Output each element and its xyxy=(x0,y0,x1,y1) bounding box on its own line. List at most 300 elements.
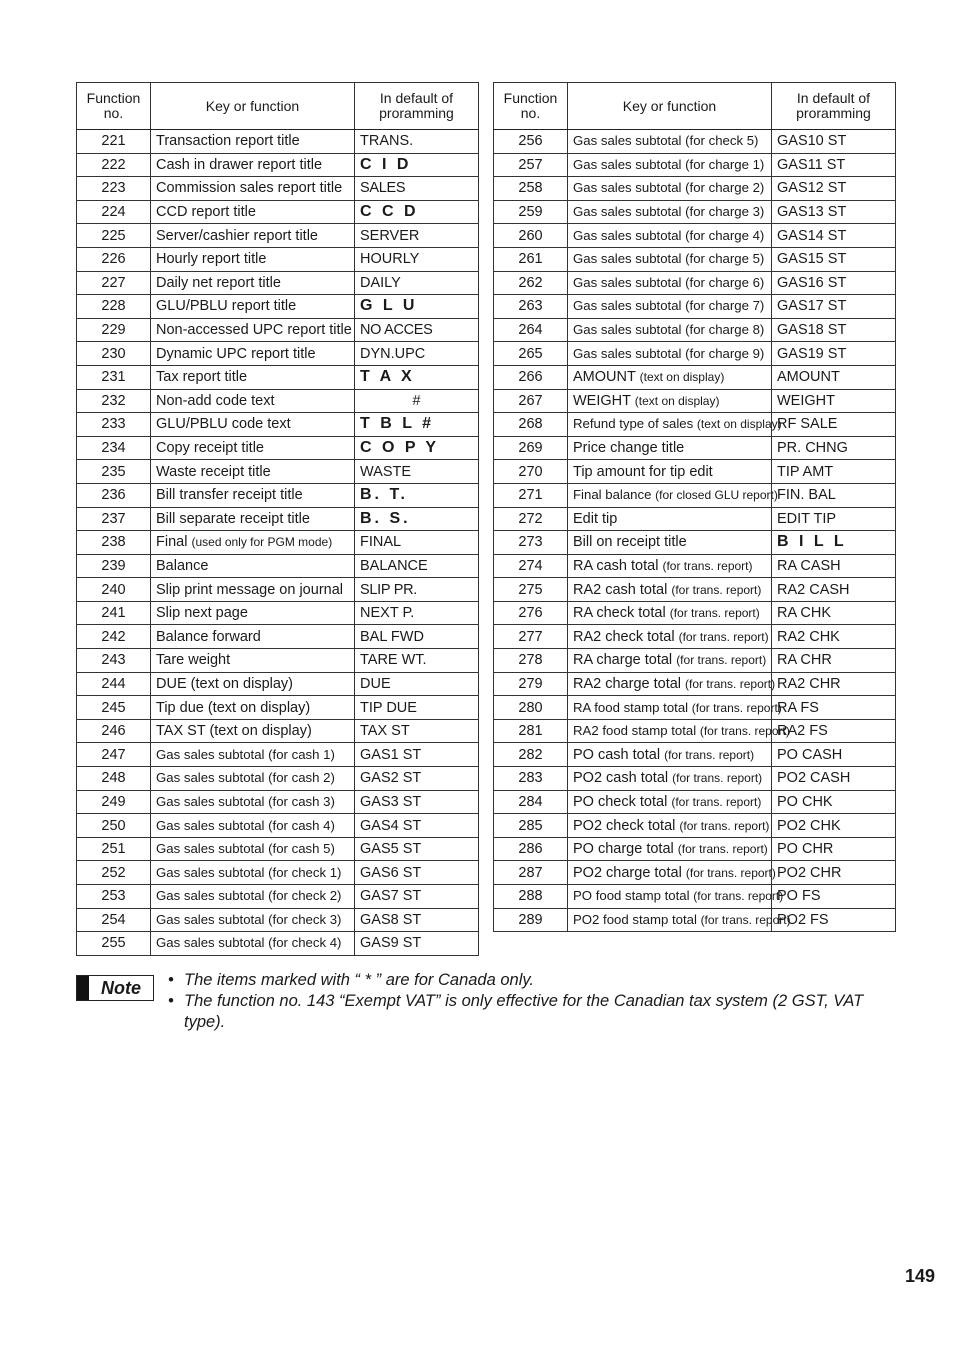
table-row xyxy=(77,625,479,649)
default-value-cell: RA2 FS xyxy=(772,719,896,743)
key-or-function-cell xyxy=(568,271,772,295)
key-text: PO2 check total xyxy=(573,817,676,834)
key-text: RA check total xyxy=(573,605,666,622)
function-no-cell: 267 xyxy=(494,389,568,413)
default-value-cell: B. T. xyxy=(355,483,479,507)
function-no-cell: 228 xyxy=(77,295,151,319)
function-no-cell: 248 xyxy=(77,767,151,791)
function-no-cell: 246 xyxy=(77,719,151,743)
key-or-function-cell xyxy=(568,365,772,389)
key-or-function-cell xyxy=(568,578,772,602)
key-text: Gas sales subtotal (for charge 7) xyxy=(573,298,765,314)
table-row xyxy=(77,932,479,956)
function-no-cell: 223 xyxy=(77,177,151,201)
table-row xyxy=(77,200,479,224)
table-row xyxy=(77,554,479,578)
key-text: Gas sales subtotal (for charge 1) xyxy=(573,156,765,172)
default-value-cell: C O P Y xyxy=(355,436,479,460)
default-value-cell: PO2 CASH xyxy=(772,767,896,791)
table-row xyxy=(77,814,479,838)
key-or-function-cell xyxy=(151,436,355,460)
key-subnote: (for trans. report) xyxy=(671,794,762,809)
function-no-cell: 274 xyxy=(494,554,568,578)
default-value-cell: GAS15 ST xyxy=(772,247,896,271)
key-text: Gas sales subtotal (for cash 3) xyxy=(156,793,335,809)
key-text: Waste receipt title xyxy=(156,463,271,480)
default-value-cell: B. S. xyxy=(355,507,479,531)
key-or-function-cell xyxy=(568,554,772,578)
key-text: PO2 charge total xyxy=(573,864,682,881)
key-text: AMOUNT xyxy=(573,369,636,386)
table-row xyxy=(494,130,896,154)
table-row xyxy=(494,507,896,531)
table-row xyxy=(494,719,896,743)
key-subnote: (for trans. report) xyxy=(676,653,767,668)
key-text: Gas sales subtotal (for charge 5) xyxy=(573,251,765,267)
key-or-function-cell xyxy=(151,271,355,295)
key-text: Edit tip xyxy=(573,510,618,527)
table-row xyxy=(77,790,479,814)
key-or-function-cell xyxy=(151,389,355,413)
table-row xyxy=(77,908,479,932)
function-no-cell: 241 xyxy=(77,601,151,625)
table-row xyxy=(494,389,896,413)
key-text: DUE (text on display) xyxy=(156,675,293,692)
default-value-cell: C I D xyxy=(355,153,479,177)
function-no-cell: 279 xyxy=(494,672,568,696)
default-value-cell: GAS3 ST xyxy=(355,790,479,814)
function-no-cell: 256 xyxy=(494,130,568,154)
default-value-cell: PO2 CHR xyxy=(772,861,896,885)
key-text: Gas sales subtotal (for charge 8) xyxy=(573,322,765,338)
default-value-cell: PO CASH xyxy=(772,743,896,767)
function-no-cell: 227 xyxy=(77,271,151,295)
function-no-cell: 247 xyxy=(77,743,151,767)
default-value-cell: TRANS. xyxy=(355,130,479,154)
default-value-cell: NO ACCES xyxy=(355,318,479,342)
key-or-function-cell xyxy=(568,672,776,696)
table-row xyxy=(494,342,896,366)
key-text: GLU/PBLU report title xyxy=(156,298,297,315)
function-no-cell: 266 xyxy=(494,365,568,389)
function-no-cell: 263 xyxy=(494,295,568,319)
function-no-cell: 245 xyxy=(77,696,151,720)
default-value-cell: GAS12 ST xyxy=(772,177,896,201)
function-no-cell: 244 xyxy=(77,672,151,696)
key-text: Tare weight xyxy=(156,652,231,669)
function-no-cell: 251 xyxy=(77,837,151,861)
table-row xyxy=(494,554,896,578)
function-no-cell: 225 xyxy=(77,224,151,248)
default-value-cell: T A X xyxy=(355,365,479,389)
key-or-function-cell xyxy=(151,483,355,507)
key-text: RA2 cash total xyxy=(573,581,668,598)
default-value-cell: T B L # xyxy=(355,413,479,437)
function-no-cell: 252 xyxy=(77,861,151,885)
key-text: Balance forward xyxy=(156,628,261,645)
table-row xyxy=(77,649,479,673)
key-or-function-cell xyxy=(151,672,355,696)
header-function-no: Function no. xyxy=(494,83,568,130)
table-row xyxy=(494,153,896,177)
function-no-cell: 260 xyxy=(494,224,568,248)
key-or-function-cell xyxy=(568,436,772,460)
function-no-cell: 277 xyxy=(494,625,568,649)
key-text: Gas sales subtotal (for charge 2) xyxy=(573,180,765,196)
key-text: Gas sales subtotal (for charge 4) xyxy=(573,227,765,243)
table-row xyxy=(77,601,479,625)
table-row xyxy=(77,696,479,720)
table-row xyxy=(494,318,896,342)
function-no-cell: 222 xyxy=(77,153,151,177)
function-no-cell: 221 xyxy=(77,130,151,154)
table-row xyxy=(494,767,896,791)
function-table-right xyxy=(493,82,896,932)
key-subnote: (for trans. report) xyxy=(662,558,753,573)
key-text: Copy receipt title xyxy=(156,440,264,457)
default-value-cell: # xyxy=(355,389,479,413)
default-value-cell: GAS18 ST xyxy=(772,318,896,342)
table-row xyxy=(77,247,479,271)
function-no-cell: 233 xyxy=(77,413,151,437)
key-subnote: (for trans. report) xyxy=(664,747,755,762)
key-text: Server/cashier report title xyxy=(156,227,318,244)
key-or-function-cell xyxy=(151,649,355,673)
key-subnote: (for trans. report) xyxy=(699,724,790,739)
key-text: Daily net report title xyxy=(156,274,281,291)
function-no-cell: 229 xyxy=(77,318,151,342)
key-or-function-cell xyxy=(151,507,355,531)
function-no-cell: 243 xyxy=(77,649,151,673)
table-row xyxy=(494,696,896,720)
table-row xyxy=(77,295,479,319)
default-value-cell: WEIGHT xyxy=(772,389,896,413)
key-or-function-cell xyxy=(151,531,355,555)
header-default: In default of proramming xyxy=(772,83,896,130)
key-or-function-cell xyxy=(568,153,772,177)
table-row xyxy=(77,177,479,201)
table-row xyxy=(494,177,896,201)
key-or-function-cell xyxy=(151,295,355,319)
note-list xyxy=(168,970,888,1033)
header-default: In default of proramming xyxy=(355,83,479,130)
table-row xyxy=(494,908,896,932)
table-row xyxy=(494,861,896,885)
key-text: Commission sales report title xyxy=(156,180,343,197)
table-row xyxy=(494,625,896,649)
key-or-function-cell xyxy=(568,460,772,484)
default-value-cell: RA2 CHK xyxy=(772,625,896,649)
function-no-cell: 257 xyxy=(494,153,568,177)
key-or-function-cell xyxy=(151,247,355,271)
key-text: RA2 charge total xyxy=(573,675,682,692)
key-text: PO cash total xyxy=(573,746,661,763)
table-row xyxy=(77,483,479,507)
table-row xyxy=(77,743,479,767)
key-text: Slip next page xyxy=(156,605,248,622)
function-no-cell: 231 xyxy=(77,365,151,389)
function-no-cell: 281 xyxy=(494,719,568,743)
default-value-cell: GAS8 ST xyxy=(355,908,479,932)
key-text: Non-accessed UPC report title xyxy=(156,322,352,339)
table-header-row xyxy=(494,83,896,130)
default-value-cell: TARE WT. xyxy=(355,649,479,673)
function-no-cell: 273 xyxy=(494,531,568,555)
default-value-cell: FINAL xyxy=(355,531,479,555)
function-no-cell: 268 xyxy=(494,413,568,437)
key-or-function-cell xyxy=(151,837,355,861)
key-or-function-cell xyxy=(151,719,355,743)
function-no-cell: 272 xyxy=(494,507,568,531)
function-no-cell: 284 xyxy=(494,790,568,814)
table-row xyxy=(494,413,896,437)
key-text: Gas sales subtotal (for check 1) xyxy=(156,864,342,880)
header-key-or-function: Key or function xyxy=(568,83,772,130)
default-value-cell: GAS4 ST xyxy=(355,814,479,838)
default-value-cell: SLIP PR. xyxy=(355,578,479,602)
key-text: Non-add code text xyxy=(156,392,275,409)
default-value-cell: PO CHR xyxy=(772,837,896,861)
default-value-cell: GAS11 ST xyxy=(772,153,896,177)
table-header-row xyxy=(77,83,479,130)
key-text: PO check total xyxy=(573,793,668,810)
table-row xyxy=(77,413,479,437)
key-or-function-cell xyxy=(151,200,355,224)
function-no-cell: 235 xyxy=(77,460,151,484)
key-or-function-cell xyxy=(568,601,772,625)
key-text: Gas sales subtotal (for cash 5) xyxy=(156,841,335,857)
key-or-function-cell xyxy=(151,885,355,909)
note-text: The items marked with “ * ” are for Canada only. xyxy=(184,971,534,989)
table-row xyxy=(494,483,896,507)
key-or-function-cell xyxy=(568,318,772,342)
default-value-cell: GAS13 ST xyxy=(772,200,896,224)
table-row xyxy=(77,130,479,154)
default-value-cell: GAS6 ST xyxy=(355,861,479,885)
key-subnote: (for trans. report) xyxy=(669,606,760,621)
table-row xyxy=(494,224,896,248)
key-text: Gas sales subtotal (for check 5) xyxy=(573,133,759,149)
table-row xyxy=(77,318,479,342)
key-subnote: (for trans. report) xyxy=(677,842,768,857)
key-or-function-cell xyxy=(568,483,778,507)
default-value-cell: BALANCE xyxy=(355,554,479,578)
function-no-cell: 275 xyxy=(494,578,568,602)
table-row xyxy=(77,153,479,177)
table-row xyxy=(77,460,479,484)
key-subnote: (for trans. report) xyxy=(678,629,769,644)
key-or-function-cell xyxy=(568,389,772,413)
table-row xyxy=(494,295,896,319)
key-text: Bill transfer receipt title xyxy=(156,487,303,504)
key-text: Balance xyxy=(156,557,209,574)
default-value-cell: PO2 FS xyxy=(772,908,896,932)
function-no-cell: 238 xyxy=(77,531,151,555)
default-value-cell: GAS19 ST xyxy=(772,342,896,366)
table-row xyxy=(494,837,896,861)
table-row xyxy=(494,247,896,271)
function-no-cell: 285 xyxy=(494,814,568,838)
key-text: Gas sales subtotal (for check 2) xyxy=(156,888,342,904)
key-text: RA food stamp total xyxy=(573,699,689,715)
note-item xyxy=(168,991,888,1033)
default-value-cell: RA FS xyxy=(772,696,896,720)
key-or-function-cell xyxy=(568,247,772,271)
key-text: Refund type of sales xyxy=(573,416,694,432)
key-text: Bill separate receipt title xyxy=(156,510,310,527)
function-no-cell: 270 xyxy=(494,460,568,484)
key-or-function-cell xyxy=(568,767,772,791)
key-or-function-cell xyxy=(568,295,772,319)
function-no-cell: 237 xyxy=(77,507,151,531)
default-value-cell: FIN. BAL xyxy=(772,483,896,507)
default-value-cell: GAS17 ST xyxy=(772,295,896,319)
default-value-cell: GAS16 ST xyxy=(772,271,896,295)
default-value-cell: EDIT TIP xyxy=(772,507,896,531)
function-no-cell: 226 xyxy=(77,247,151,271)
key-or-function-cell xyxy=(151,554,355,578)
table-row xyxy=(494,365,896,389)
key-or-function-cell xyxy=(151,413,355,437)
key-or-function-cell xyxy=(151,365,355,389)
function-no-cell: 258 xyxy=(494,177,568,201)
table-row xyxy=(77,767,479,791)
table-row xyxy=(77,531,479,555)
function-no-cell: 250 xyxy=(77,814,151,838)
table-row xyxy=(494,578,896,602)
key-or-function-cell xyxy=(568,342,772,366)
table-row xyxy=(494,460,896,484)
key-or-function-cell xyxy=(568,790,772,814)
default-value-cell: RA CHR xyxy=(772,649,896,673)
function-no-cell: 253 xyxy=(77,885,151,909)
default-value-cell: DUE xyxy=(355,672,479,696)
key-text: RA2 food stamp total xyxy=(573,723,697,739)
table-row xyxy=(494,814,896,838)
key-text: CCD report title xyxy=(156,204,256,221)
default-value-cell: DAILY xyxy=(355,271,479,295)
key-subnote: (for trans. report) xyxy=(693,889,784,904)
key-subnote: (for trans. report) xyxy=(672,771,763,786)
key-text: PO2 food stamp total xyxy=(573,911,697,927)
key-or-function-cell xyxy=(151,908,355,932)
function-no-cell: 259 xyxy=(494,200,568,224)
key-or-function-cell xyxy=(568,224,772,248)
key-or-function-cell xyxy=(568,861,776,885)
table-row xyxy=(494,436,896,460)
function-table-left xyxy=(76,82,479,956)
function-no-cell: 254 xyxy=(77,908,151,932)
default-value-cell: RF SALE xyxy=(772,413,896,437)
key-or-function-cell xyxy=(568,531,772,555)
function-no-cell: 287 xyxy=(494,861,568,885)
key-or-function-cell xyxy=(151,153,355,177)
function-no-cell: 261 xyxy=(494,247,568,271)
key-text: TAX ST (text on display) xyxy=(156,723,312,740)
table-row xyxy=(77,365,479,389)
key-subnote: (text on display) xyxy=(696,417,782,432)
key-text: Gas sales subtotal (for cash 2) xyxy=(156,770,335,786)
function-no-cell: 271 xyxy=(494,483,568,507)
function-no-cell: 262 xyxy=(494,271,568,295)
key-subnote: (for trans. report) xyxy=(691,700,782,715)
key-or-function-cell xyxy=(568,177,772,201)
key-subnote: (text on display) xyxy=(639,370,725,385)
key-text: Final balance xyxy=(573,487,652,503)
default-value-cell: TIP DUE xyxy=(355,696,479,720)
function-no-cell: 269 xyxy=(494,436,568,460)
function-no-cell: 276 xyxy=(494,601,568,625)
key-or-function-cell xyxy=(151,224,355,248)
key-text: Price change title xyxy=(573,440,685,457)
header-key-or-function: Key or function xyxy=(151,83,355,130)
key-or-function-cell xyxy=(151,861,355,885)
function-no-cell: 224 xyxy=(77,200,151,224)
function-no-cell: 289 xyxy=(494,908,568,932)
table-row xyxy=(494,200,896,224)
default-value-cell: GAS9 ST xyxy=(355,932,479,956)
key-or-function-cell xyxy=(568,625,772,649)
note-label: Note xyxy=(101,977,141,998)
function-no-cell: 234 xyxy=(77,436,151,460)
function-no-cell: 232 xyxy=(77,389,151,413)
key-or-function-cell xyxy=(151,177,355,201)
key-text: PO2 cash total xyxy=(573,770,669,787)
default-value-cell: AMOUNT xyxy=(772,365,896,389)
key-or-function-cell xyxy=(568,507,772,531)
table-row xyxy=(494,601,896,625)
key-or-function-cell xyxy=(568,743,772,767)
function-no-cell: 288 xyxy=(494,885,568,909)
key-subnote: (text on display) xyxy=(634,393,720,408)
note-item xyxy=(168,970,888,991)
key-or-function-cell xyxy=(151,932,355,956)
key-text: RA charge total xyxy=(573,652,673,669)
key-or-function-cell xyxy=(568,200,772,224)
key-subnote: (for trans. report) xyxy=(685,676,776,691)
function-no-cell: 249 xyxy=(77,790,151,814)
default-value-cell: TIP AMT xyxy=(772,460,896,484)
page-number: 149 xyxy=(904,1266,935,1286)
default-value-cell: SERVER xyxy=(355,224,479,248)
default-value-cell: GAS1 ST xyxy=(355,743,479,767)
key-or-function-cell xyxy=(151,743,355,767)
key-text: Hourly report title xyxy=(156,251,267,268)
default-value-cell: DYN.UPC xyxy=(355,342,479,366)
default-value-cell: GAS14 ST xyxy=(772,224,896,248)
default-value-cell: BAL FWD xyxy=(355,625,479,649)
default-value-cell: B I L L xyxy=(772,531,896,555)
table-row xyxy=(494,271,896,295)
key-or-function-cell xyxy=(151,601,355,625)
default-value-cell: PR. CHNG xyxy=(772,436,896,460)
note-badge xyxy=(76,975,154,1001)
table-row xyxy=(494,531,896,555)
key-or-function-cell xyxy=(151,767,355,791)
function-no-cell: 236 xyxy=(77,483,151,507)
default-value-cell: RA CHK xyxy=(772,601,896,625)
table-row xyxy=(494,743,896,767)
key-or-function-cell xyxy=(151,790,355,814)
default-value-cell: RA2 CASH xyxy=(772,578,896,602)
table-row xyxy=(494,885,896,909)
function-no-cell: 240 xyxy=(77,578,151,602)
key-text: PO charge total xyxy=(573,841,674,858)
default-value-cell: G L U xyxy=(355,295,479,319)
note-text: The function no. 143 “Exempt VAT” is only effective for the Canadian tax system (2 GST, VAT type). xyxy=(184,992,864,1031)
key-or-function-cell xyxy=(568,908,791,932)
key-or-function-cell xyxy=(151,578,355,602)
